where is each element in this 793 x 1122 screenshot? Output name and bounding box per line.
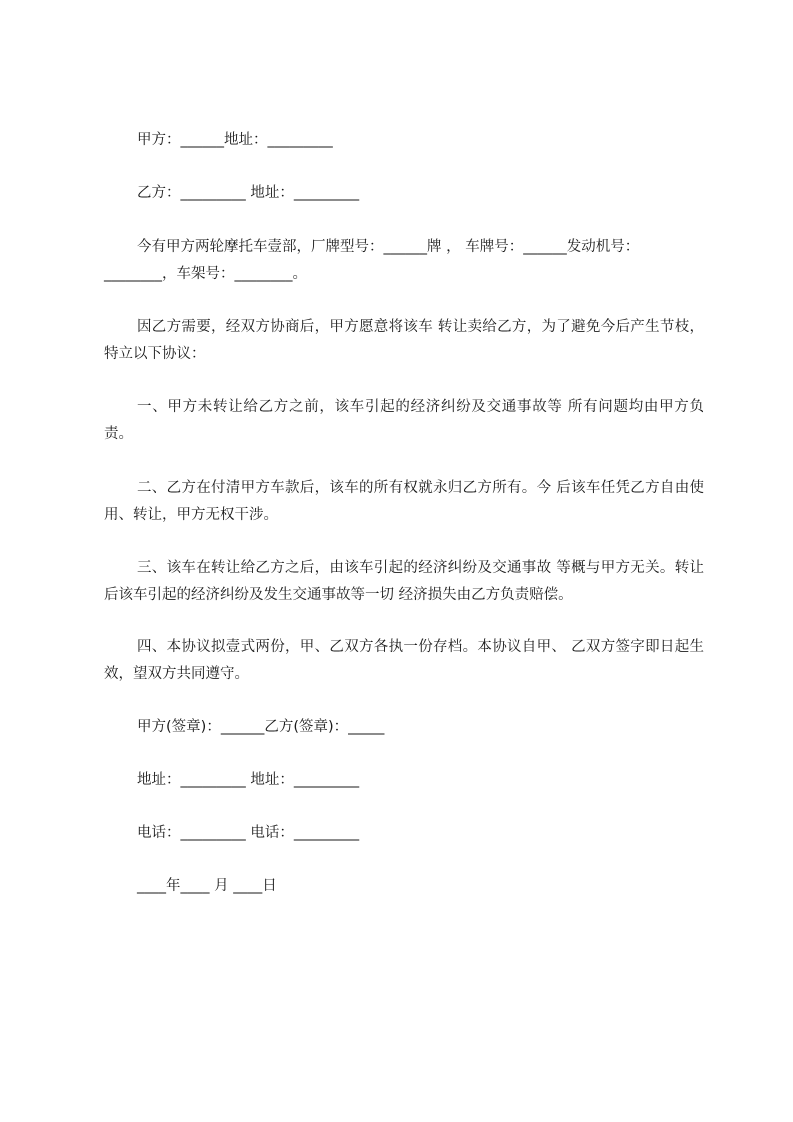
party-b-line: 乙方：_________ 地址：_________ xyxy=(137,185,360,201)
date-line: ____年____ 月 ____日 xyxy=(137,878,277,894)
party-a-line: 甲方：______地址：_________ xyxy=(137,132,333,148)
vehicle-info-line-1: 今有甲方两轮摩托车壹部，厂牌型号：______牌 ， 车牌号：______发动机号： xyxy=(137,239,640,255)
signature-line: 甲方(签章)：______乙方(签章)：_____ xyxy=(137,719,385,735)
clause-1: 一、甲方未转让给乙方之前，该车引起的经济纠纷及交通事故等 所有问题均由甲方负责。 xyxy=(104,399,704,442)
clause-3: 三、该车在转让给乙方之后，由该车引起的经济纠纷及交通事故 等概与甲方无关。转让后该车引起的经济纠纷及发生交通事故等一切 经济损失由乙方负责赔偿。 xyxy=(104,560,704,603)
reason-paragraph: 因乙方需要，经双方协商后，甲方愿意将该车 转让卖给乙方，为了避免今后产生节枝，特立以下协议： xyxy=(104,319,704,362)
clause-4: 四、本协议拟壹式两份，甲、乙双方各执一份存档。本协议自甲、 乙双方签字即日起生效，望双方共同遵守。 xyxy=(104,639,704,682)
clause-2: 二、乙方在付清甲方车款后，该车的所有权就永归乙方所有。今 后该车任凭乙方自由使用、转让，甲方无权干涉。 xyxy=(104,480,704,523)
vehicle-info-line-2: ________，车架号：________。 xyxy=(104,266,307,282)
phone-line: 电话：_________ 电话：_________ xyxy=(137,825,360,841)
address-line: 地址：_________ 地址：_________ xyxy=(137,772,360,788)
